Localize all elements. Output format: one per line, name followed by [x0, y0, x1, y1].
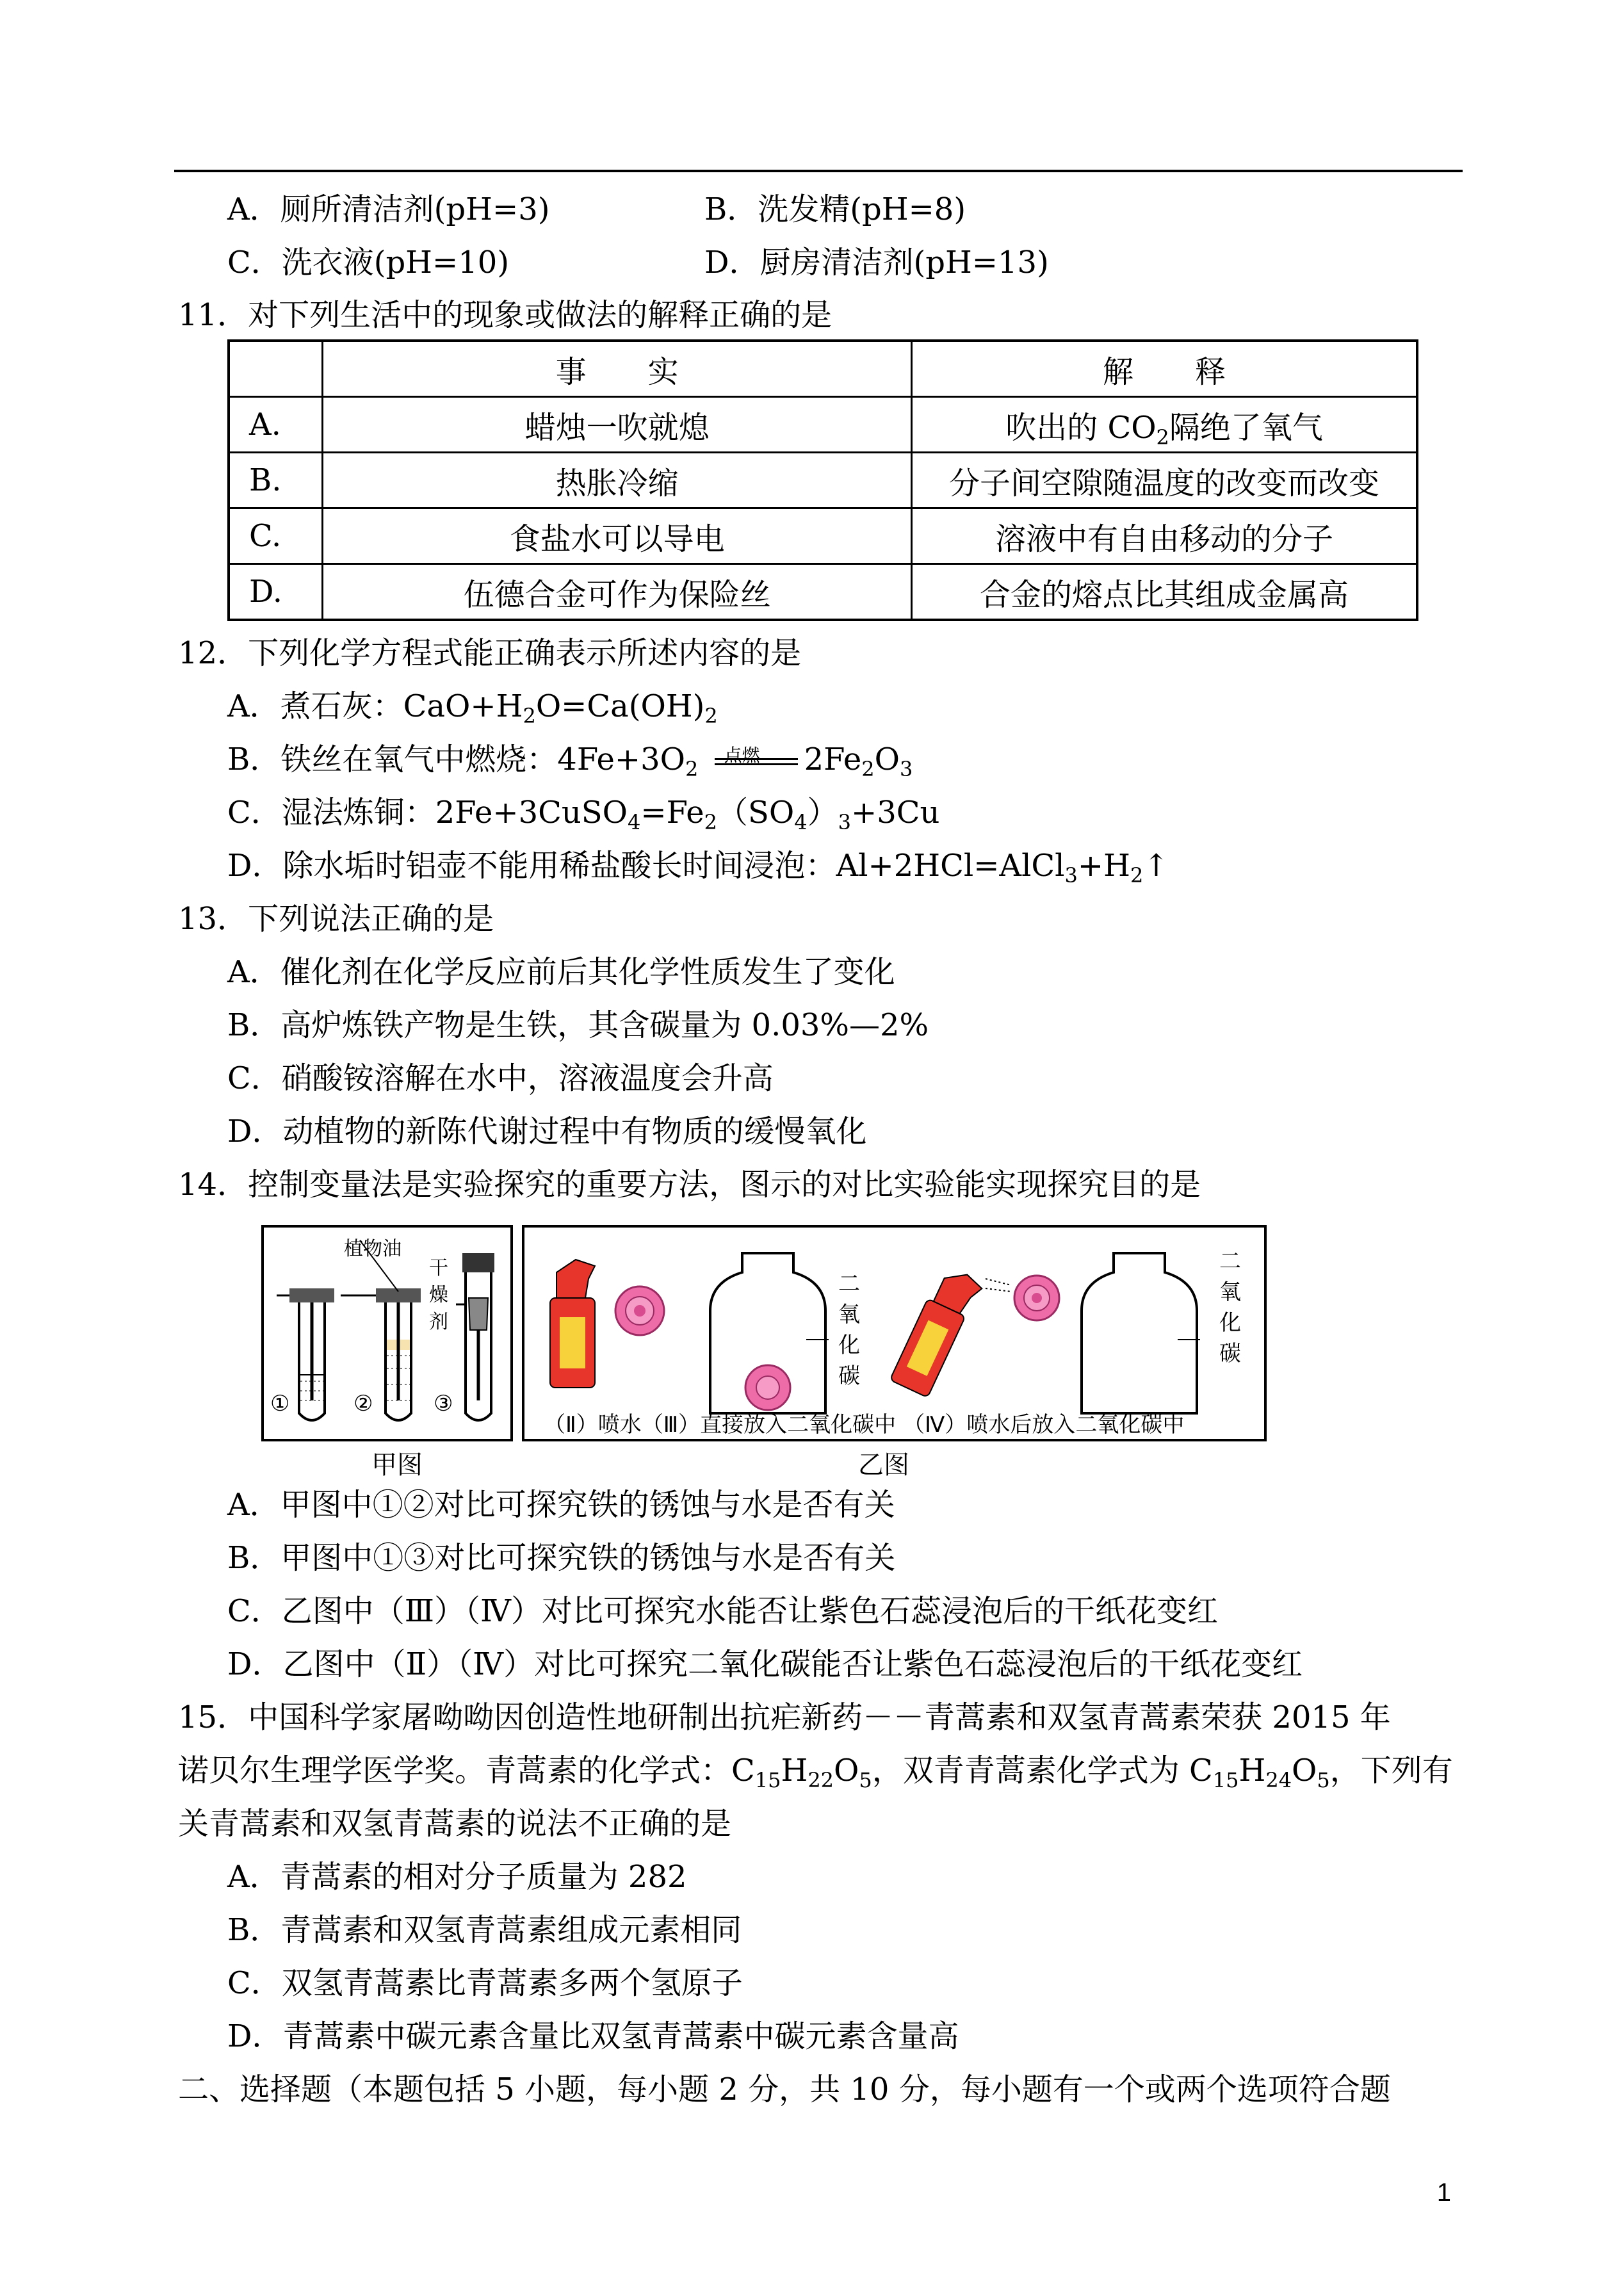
q13-option-b: B．高炉炼铁产物是生铁，其含碳量为 0.03%—2% [227, 1007, 929, 1043]
table-cell [229, 341, 323, 397]
co2-label-b-1: 二 [1219, 1249, 1241, 1274]
q15-stem-line2: 诺贝尔生理学医学奖。青蒿素的化学式：$C_{15}H_{22}O_5$，双青青蒿素化学式为 $C_{15}H_{24}O_5$，下列有 [178, 1753, 1453, 1792]
q10-option-b: B．洗发精(pH=8) [704, 191, 966, 227]
co2-label-a-4: 碳 [838, 1363, 860, 1389]
row-label: A. [229, 397, 323, 453]
table-row [229, 397, 1417, 453]
table-header-fact: 事 实 [323, 341, 912, 397]
page-number: 1 [1436, 2178, 1451, 2207]
row-fact: 伍德合金可作为保险丝 [323, 564, 912, 620]
label-vegetable-oil: 植物油 [344, 1238, 402, 1260]
q10-option-a: A．厕所清洁剂(pH=3) [227, 191, 550, 227]
row-explain: 溶液中有自由移动的分子 [912, 508, 1417, 564]
row-fact: 热胀冷缩 [323, 453, 912, 508]
row-explain: 分子间空隙随温度的改变而改变 [912, 453, 1417, 508]
q12-option-d: D．除水垢时铝壶不能用稀盐酸长时间浸泡：$Al+2HCl=AlCl_3+H_2↑$ [227, 848, 1169, 888]
row-fact: 食盐水可以导电 [323, 508, 912, 564]
q13-option-c: C．硝酸铵溶解在水中，溶液温度会升高 [227, 1060, 774, 1096]
row-label: B. [229, 453, 323, 508]
explain-sub: 2 [1156, 425, 1169, 450]
q11-stem: 11．对下列生活中的现象或做法的解释正确的是 [178, 297, 832, 333]
label-dry-2: 燥 [429, 1284, 448, 1306]
table-row [229, 564, 1417, 620]
q12-option-c: C．湿法炼铜：$2Fe+3CuSO_4=Fe_2(SO_4)_3+3Cu$ [227, 795, 940, 834]
q15-line2-mid: ，双青青蒿素化学式为 C [872, 1753, 1213, 1788]
q13-option-d: D．动植物的新陈代谢过程中有物质的缓慢氧化 [227, 1114, 867, 1149]
tube-number-2: ② [353, 1391, 373, 1416]
label-dry-3: 剂 [429, 1311, 448, 1333]
q15-option-d: D．青蒿素中碳元素含量比双氢青蒿素中碳元素含量高 [227, 2018, 959, 2054]
q12-option-a: A．煮石灰：$CaO+H_2O=Ca(OH)_2$ [227, 688, 718, 728]
q10-option-c: C．洗衣液(pH=10) [227, 245, 510, 280]
row-explain: 合金的熔点比其组成金属高 [912, 564, 1417, 620]
q14-stem: 14．控制变量法是实验探究的重要方法，图示的对比实验能实现探究目的是 [178, 1167, 1201, 1203]
gas-jar-icon [1082, 1253, 1200, 1413]
figure-yi-caption: 乙图 [858, 1450, 909, 1480]
reaction-arrow-line [715, 758, 798, 760]
q12-stem: 12．下列化学方程式能正确表示所述内容的是 [178, 635, 802, 671]
q14-option-c: C．乙图中（Ⅲ）（Ⅳ）对比可探究水能否让紫色石蕊浸泡后的干纸花变红 [227, 1593, 1218, 1629]
section-2-heading: 二、选择题（本题包括 5 小题，每小题 2 分，共 10 分，每小题有一个或两个选项符合题 [178, 2072, 1391, 2107]
table-row [229, 508, 1417, 564]
q10-option-d: D．厨房清洁剂(pH=13) [704, 245, 1049, 280]
flower-icon [1014, 1276, 1059, 1320]
q15-option-a: A．青蒿素的相对分子质量为 282 [227, 1859, 687, 1895]
co2-label-b-2: 氧 [1219, 1279, 1241, 1305]
test-tube-2 [341, 1288, 421, 1420]
tube-number-1: ① [270, 1391, 290, 1416]
q14-option-d: D．乙图中（Ⅱ）（Ⅳ）对比可探究二氧化碳能否让紫色石蕊浸泡后的干纸花变红 [227, 1646, 1303, 1682]
explain-text: 吹出的 CO [1005, 409, 1157, 446]
figure-jia-caption: 甲图 [371, 1450, 423, 1480]
top-rule [174, 170, 1463, 172]
spray-bottle-icon [550, 1260, 595, 1388]
spray-bottle-icon [890, 1264, 985, 1399]
q15-line2-pre: 诺贝尔生理学医学奖。青蒿素的化学式：C [178, 1753, 755, 1788]
q13-option-a: A．催化剂在化学反应前后其化学性质发生了变化 [227, 954, 895, 990]
figure-yi [522, 1225, 1267, 1441]
q12-option-b: B．铁丝在氧气中燃烧：$4Fe+3O_2$ 点燃 $2Fe_2O_3$ [227, 740, 913, 779]
table-header-row [229, 341, 1417, 397]
row-explain [912, 397, 1417, 453]
label-dry-1: 干 [429, 1257, 448, 1279]
burn-condition-label: 点燃 [724, 744, 760, 766]
table-header-explain: 解 释 [912, 341, 1417, 397]
test-tube-3 [456, 1253, 494, 1420]
reaction-arrow-line [715, 763, 798, 765]
row-fact: 蜡烛一吹就熄 [323, 397, 912, 453]
co2-label-a-2: 氧 [838, 1302, 860, 1327]
co2-label-a-1: 二 [838, 1271, 860, 1297]
figure-yi-conditions: （Ⅱ）喷水（Ⅲ）直接放入二氧化碳中 （Ⅳ）喷水后放入二氧化碳中 [544, 1412, 1185, 1438]
q13-stem: 13．下列说法正确的是 [178, 901, 494, 937]
q15-stem-line1: 15．中国科学家屠呦呦因创造性地研制出抗疟新药－－青蒿素和双氢青蒿素荣获 2015 年 [178, 1699, 1391, 1735]
q14-option-a: A．甲图中①②对比可探究铁的锈蚀与水是否有关 [227, 1487, 895, 1523]
row-label: C. [229, 508, 323, 564]
co2-label-b-4: 碳 [1219, 1341, 1241, 1366]
q15-option-b: B．青蒿素和双氢青蒿素组成元素相同 [227, 1912, 742, 1948]
co2-label-a-3: 化 [838, 1333, 860, 1358]
q15-option-c: C．双氢青蒿素比青蒿素多两个氢原子 [227, 1965, 743, 2001]
tube-number-3: ③ [434, 1391, 453, 1416]
co2-label-b-3: 化 [1219, 1310, 1241, 1336]
explain-text-post: 隔绝了氧气 [1169, 409, 1323, 446]
flower-icon [615, 1286, 664, 1335]
table-row [229, 453, 1417, 508]
q15-line2-post: ，下列有 [1329, 1753, 1453, 1788]
q14-option-b: B．甲图中①③对比可探究铁的锈蚀与水是否有关 [227, 1540, 896, 1576]
figure-jia [261, 1225, 513, 1441]
row-label: D. [229, 564, 323, 620]
q15-stem-line3: 关青蒿素和双氢青蒿素的说法不正确的是 [178, 1806, 732, 1842]
q11-table [227, 339, 1418, 621]
gas-jar-icon [710, 1253, 829, 1413]
